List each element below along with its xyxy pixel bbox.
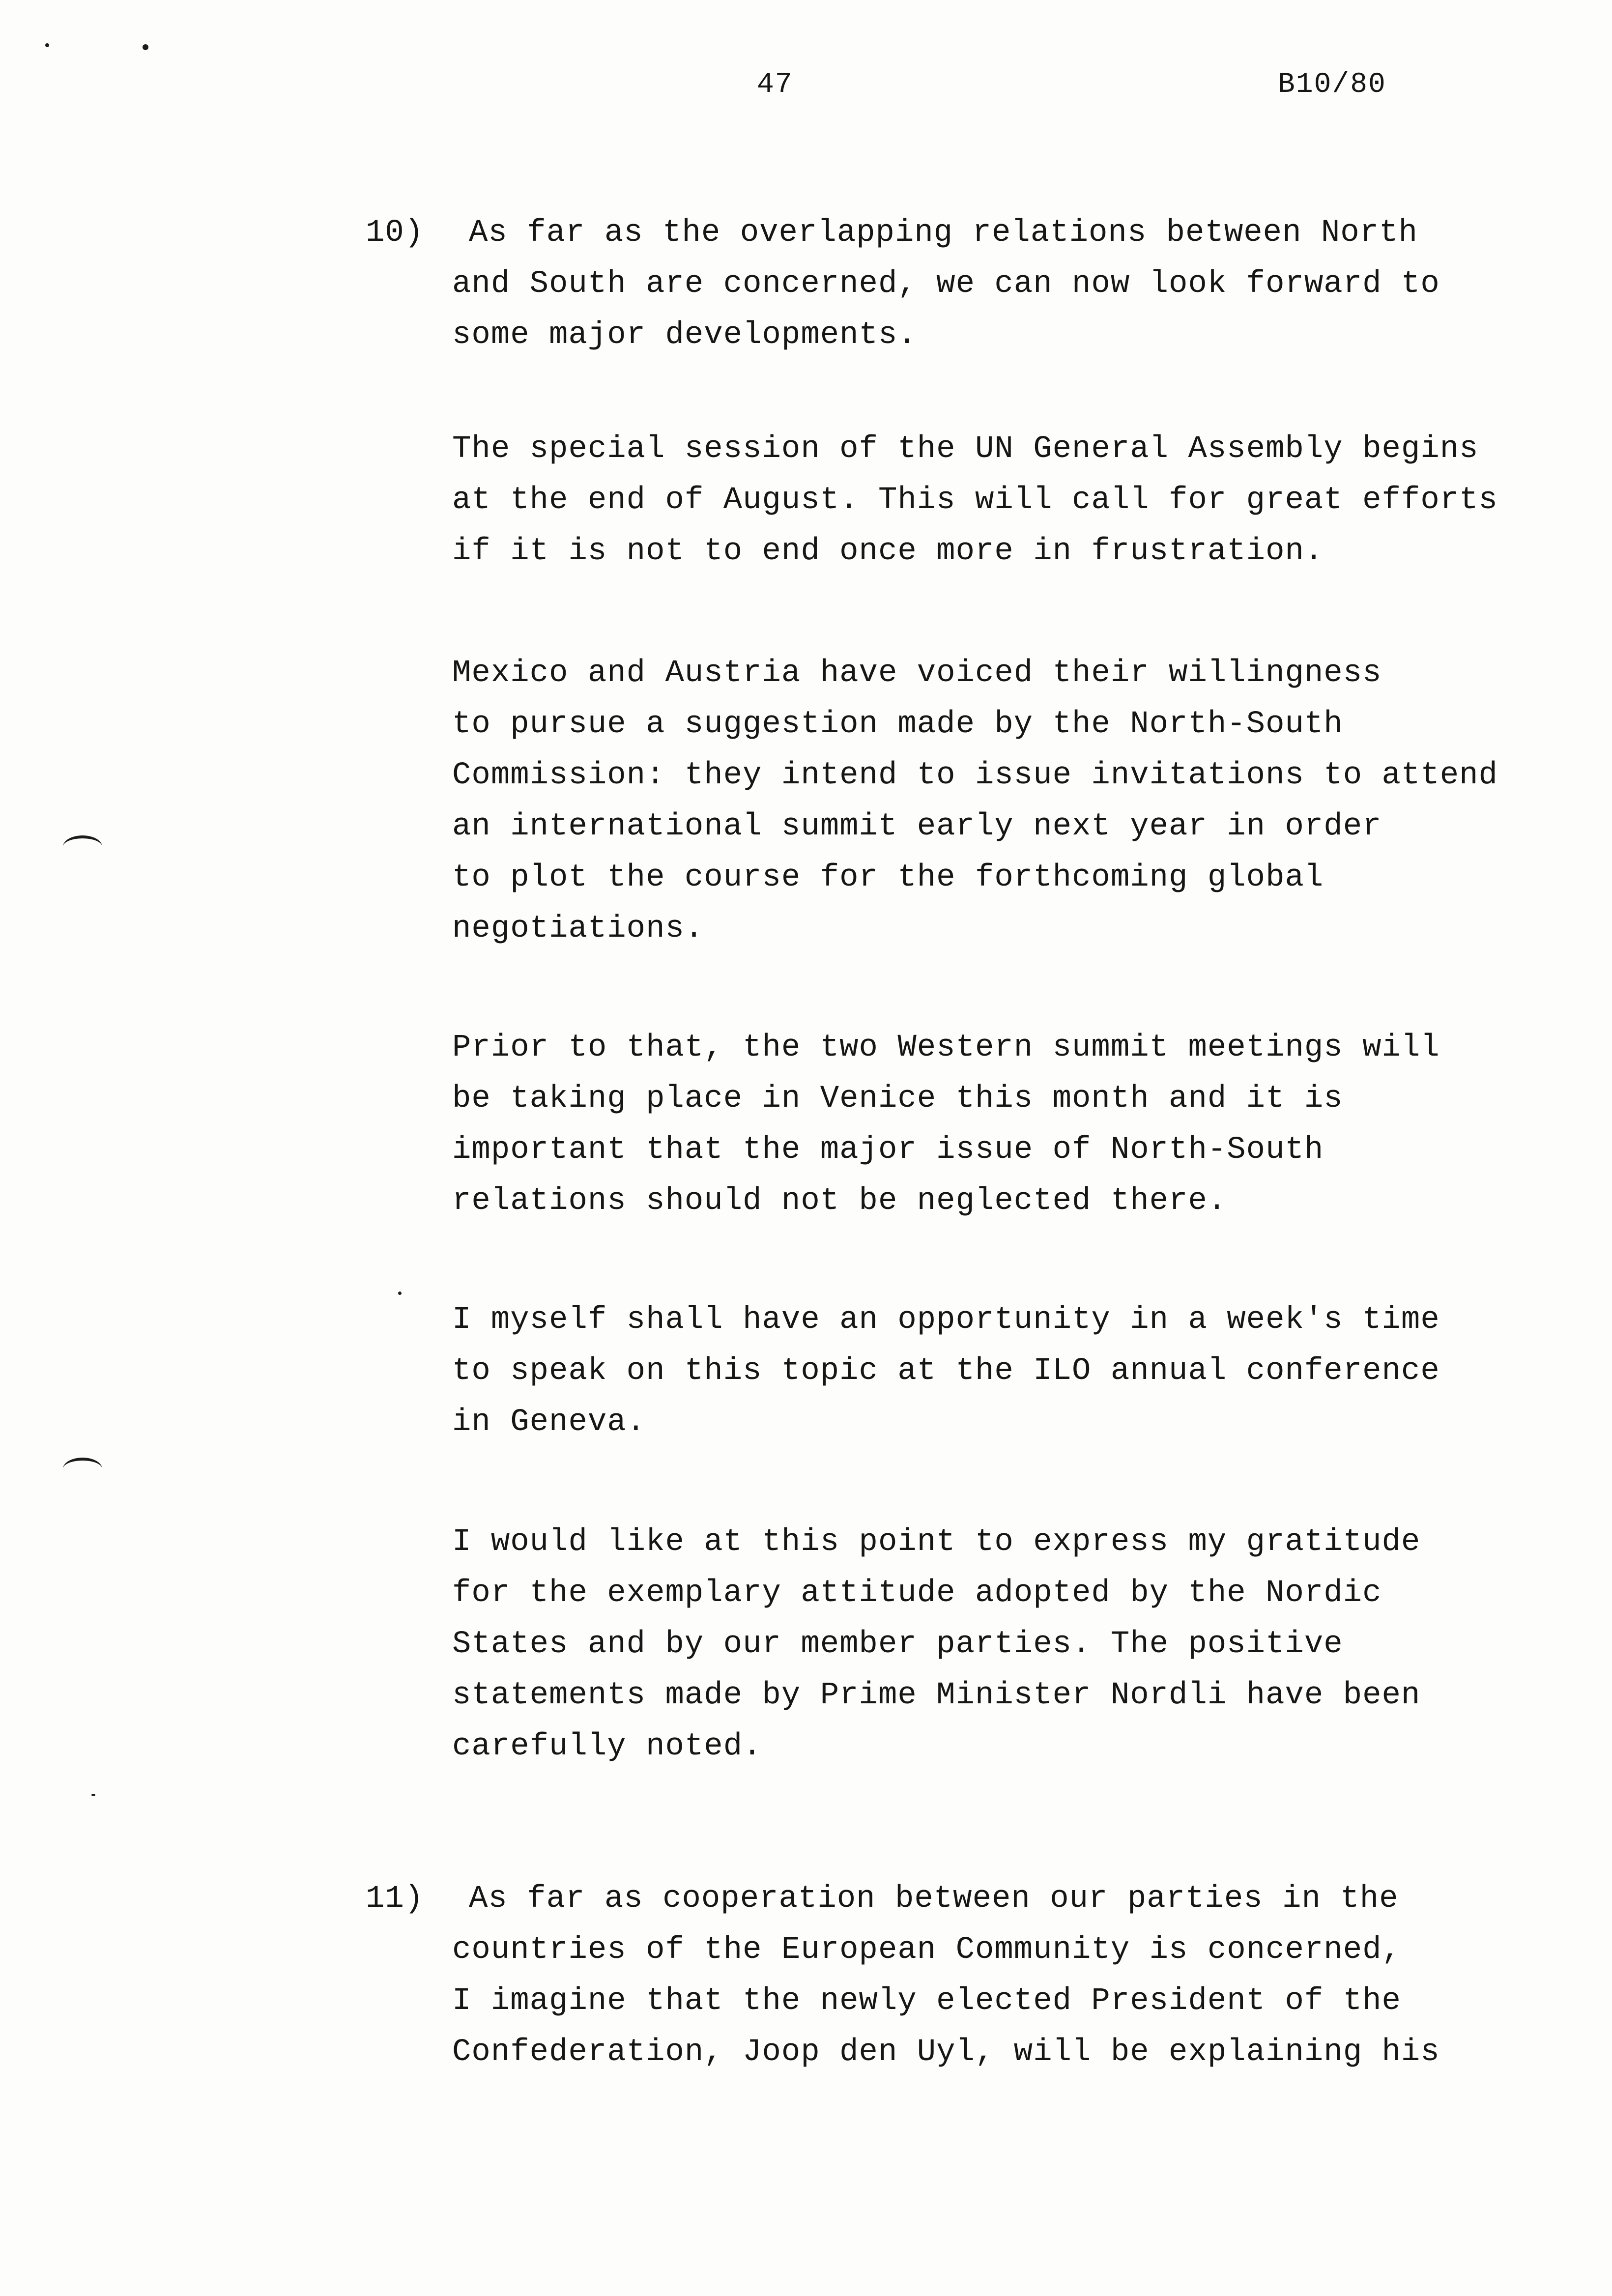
text-line: countries of the European Community is concerned,	[452, 1932, 1401, 1968]
text-line: some major developments.	[452, 317, 917, 353]
scan-speck	[91, 1794, 95, 1796]
scan-mark-arc	[63, 835, 102, 858]
paragraph-gratitude	[452, 1517, 1602, 1772]
text-line: carefully noted.	[452, 1729, 762, 1764]
paragraph-north-south	[452, 207, 1602, 361]
text-line: I imagine that the newly elected President of the	[452, 1983, 1401, 2019]
text-line: States and by our member parties. The positive	[452, 1627, 1343, 1662]
text-line: be taking place in Venice this month and it is	[452, 1081, 1343, 1117]
text-line: Mexico and Austria have voiced their willingness	[452, 656, 1382, 691]
text-line: an international summit early next year in order	[452, 809, 1382, 844]
text-line: As far as the overlapping relations between North	[469, 215, 1418, 251]
text-line: Prior to that, the two Western summit meetings will	[452, 1030, 1440, 1065]
page-number: 47	[757, 69, 793, 101]
text-line: for the exemplary attitude adopted by the Nordic	[452, 1576, 1382, 1611]
text-line: to speak on this topic at the ILO annual conference	[452, 1353, 1440, 1389]
text-line: relations should not be neglected there.	[452, 1183, 1227, 1219]
text-line: and South are concerned, we can now look forward to	[452, 266, 1440, 302]
text-line: to pursue a suggestion made by the North-South	[452, 707, 1343, 742]
paragraph-special-session	[452, 424, 1602, 577]
paragraph-venice-summit	[452, 1022, 1602, 1227]
text-line: Commission: they intend to issue invitations to attend	[452, 758, 1498, 793]
text-line: negotiations.	[452, 911, 704, 947]
paragraph-european-community	[452, 1873, 1602, 2078]
text-line: statements made by Prime Minister Nordli have been	[452, 1678, 1421, 1713]
text-line: As far as cooperation between our parties in the	[469, 1881, 1399, 1917]
scan-speck	[143, 44, 148, 50]
scan-mark-arc	[63, 1458, 102, 1480]
paragraph-mexico-austria	[452, 648, 1602, 954]
text-line: important that the major issue of North-South	[452, 1132, 1324, 1168]
section-number: 11)	[366, 1881, 424, 1917]
document-reference: B10/80	[1278, 69, 1386, 101]
section-number: 10)	[366, 215, 424, 251]
text-line: Confederation, Joop den Uyl, will be explaining his	[452, 2035, 1440, 2070]
scan-speck	[45, 43, 49, 47]
text-line: to plot the course for the forthcoming global	[452, 860, 1324, 895]
text-line: The special session of the UN General Assembly begins	[452, 431, 1479, 467]
text-line: I myself shall have an opportunity in a week's time	[452, 1302, 1440, 1338]
text-line: if it is not to end once more in frustration.	[452, 534, 1324, 569]
text-line: in Geneva.	[452, 1405, 646, 1440]
text-line: at the end of August. This will call for great efforts	[452, 483, 1498, 518]
text-line: I would like at this point to express my gratitude	[452, 1524, 1421, 1560]
scan-speck	[398, 1292, 402, 1295]
paragraph-ilo-conference	[452, 1294, 1602, 1448]
